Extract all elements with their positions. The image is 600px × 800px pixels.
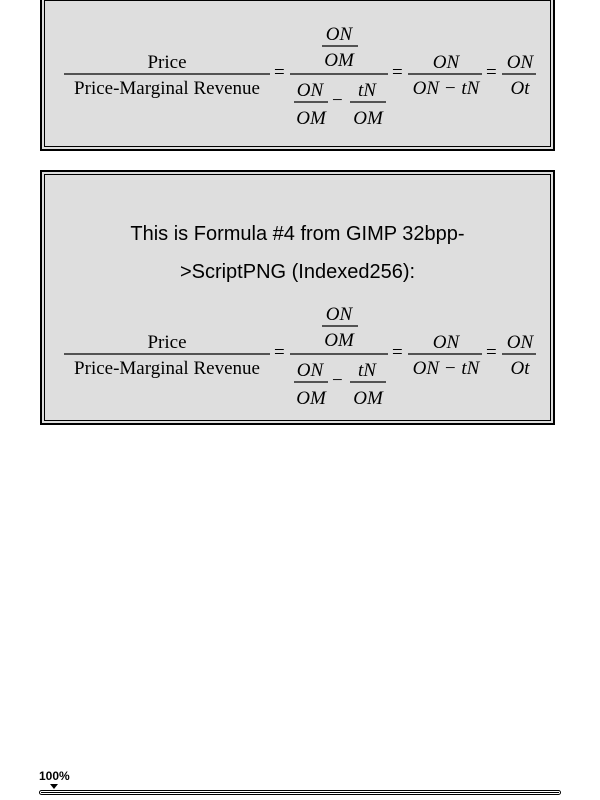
den-a-numerator: ON — [296, 360, 324, 381]
lhs-denominator: Price-Marginal Revenue — [74, 78, 260, 99]
minus-sign: − — [332, 370, 343, 391]
nested-numerator: ON — [325, 304, 353, 325]
formula-box-2 — [40, 170, 555, 425]
formula-box-1 — [40, 0, 555, 151]
middle-numerator: ON — [432, 332, 460, 353]
lhs-numerator: Price — [147, 52, 187, 73]
zoom-caret-icon[interactable] — [50, 784, 58, 789]
middle-denominator: ON − tN — [412, 78, 480, 99]
caption-line-2: >ScriptPNG (Indexed256): — [179, 261, 416, 283]
formula-image — [62, 20, 542, 132]
equals-sign: = — [392, 342, 403, 363]
lhs-numerator: Price — [147, 332, 187, 353]
den-b-numerator: tN — [358, 360, 376, 381]
rhs-numerator: ON — [506, 332, 534, 353]
equals-sign: = — [274, 62, 285, 83]
den-a-denominator: OM — [296, 388, 326, 409]
nested-numerator: ON — [325, 24, 353, 45]
zoom-level-label: 100% — [39, 769, 70, 783]
minus-sign: − — [332, 90, 343, 111]
rhs-numerator: ON — [506, 52, 534, 73]
equals-sign: = — [274, 342, 285, 363]
nested-denominator: OM — [324, 330, 354, 351]
middle-denominator: ON − tN — [412, 358, 480, 379]
rhs-denominator: Ot — [510, 78, 530, 99]
middle-numerator: ON — [432, 52, 460, 73]
equals-sign: = — [486, 342, 497, 363]
caption-line-1: This is Formula #4 from GIMP 32bpp- — [130, 223, 465, 245]
den-b-numerator: tN — [358, 80, 376, 101]
equals-sign: = — [486, 62, 497, 83]
formula-image — [62, 300, 542, 412]
zoom-slider-fill — [41, 792, 559, 793]
den-b-denominator: OM — [353, 108, 383, 129]
rhs-denominator: Ot — [510, 358, 530, 379]
den-b-denominator: OM — [353, 388, 383, 409]
den-a-denominator: OM — [296, 108, 326, 129]
lhs-denominator: Price-Marginal Revenue — [74, 358, 260, 379]
den-a-numerator: ON — [296, 80, 324, 101]
zoom-slider[interactable] — [39, 790, 561, 795]
nested-denominator: OM — [324, 50, 354, 71]
equals-sign: = — [392, 62, 403, 83]
